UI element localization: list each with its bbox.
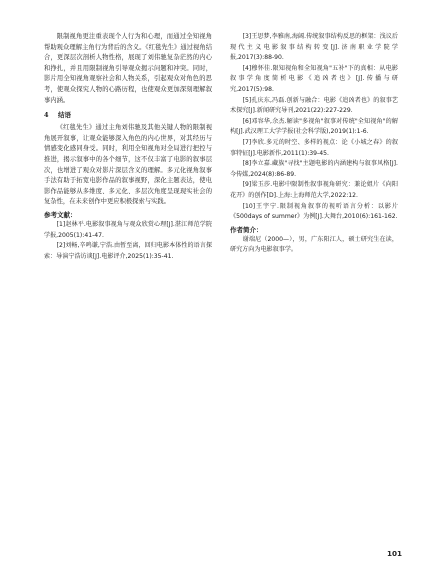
author-title: 作者简介： <box>230 225 263 234</box>
page-number: 101 <box>387 549 403 558</box>
reference-item: [10]王宇宁.限制视角叙事的视听语言分析：以影片《500days of summer》为例[J].大舞台,2010(6):161-162. <box>230 202 398 221</box>
section-number: 4 <box>44 111 49 120</box>
reference-item: [1]赵林平.电影叙事视角与观众欣赏心理[J].湛江师范学院学报,2005(1):41-47. <box>44 220 212 239</box>
references-title: 参考文献： <box>44 210 77 219</box>
conclusion-paragraph: 《红毯先生》通过主角刘伟驰及其他关键人物的限制视角展开叙事，让观众能够深入角色的内心世界，对其经历与情感变化感同身受。同时，利用全知视角对全局进行把控与推进，揭示叙事中的各个细节，这不仅丰富了电影的叙事层次，也增进了观众对影片深层含义的理解。多元化视角叙事手法有助于拓宽电影作品的叙事视野，深化主题表达，使电影作品能够从多维度、多元化、多层次角度呈现现实社会的复杂性，在未来创作中更应积极探索与实践。 <box>44 124 212 206</box>
reference-item: [4]穆怀佳.限知视角和全知视角"五补"下的真相：从电影叙事学角度简析电影《追凶者也》[J].传播与研究,2017(5):98. <box>230 64 398 93</box>
intro-paragraph: 限制视角更注重表现个人行为和心理，而通过全知视角帮助观众理解主角行为背后的含义。《红毯先生》通过视角结合，更深层次剖析人物性格，展现了刘伟驰复杂茫然的内心和挣扎，并且用限制视角引导观众揭示问题和冲突。同时，影片用全知视角观察社会和人物关系，引起观众对角色的思考，使观众探究人物的心路历程，也使观众更加深刻理解叙事内涵。 <box>44 33 212 104</box>
reference-item: [7]李欣.多元的时空、多样的视点：论《小城之春》的叙事特征[J].电影新作,2011(1):39-45. <box>230 138 398 157</box>
section-title: 结语 <box>58 111 71 120</box>
section-heading <box>44 110 212 120</box>
reference-item: [3]王思梦,李雅南,海阔.传统叙事结构反思的框架：浅议后现代主义电影叙事结构转变[J].济南职业学院学报,2017(3):88-90. <box>230 33 398 62</box>
reference-item: [8]李立嘉.藏族"寻找"主题电影的内涵建构与叙事风格[J].今传媒,2024(8):86-89. <box>230 160 398 178</box>
author-bio: 谢端尼（2000—），男，广东阳江人，硕士研究生在读，研究方向为电影叙事学。 <box>230 235 398 254</box>
right-column <box>230 32 398 256</box>
reference-item: [9]梁玉莎.电影中限制性叙事视角研究：兼论姐片《向阳花开》的创作[D].上海:上海师范大学,2022:12. <box>230 181 398 199</box>
left-column <box>44 32 212 262</box>
reference-item: [6]邓容华,余杰.解读"多视角"叙事对传统"全知视角"的解构[J].武汉理工大学学报(社会科学版),2019(1):1-6. <box>230 117 398 136</box>
reference-item: [5]孔庆东,冯磊.创新与融合：电影《追凶者也》的叙事艺术探究[J].新闻研究导刊,2021(22):227-229. <box>230 96 398 115</box>
reference-item: [2]刘畅,辛鸣谦,宁浩.由暂至离，回归电影本体性的语言探索：导演宁浩访谈[J].电影评介,2025(1):35-41. <box>44 242 212 260</box>
